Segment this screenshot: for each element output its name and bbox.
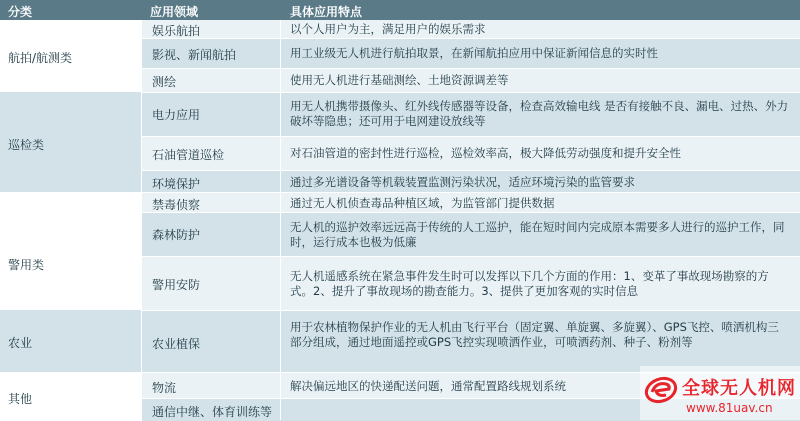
field-cell: 物流 <box>152 381 177 395</box>
header-field: 应用领域 <box>150 5 199 19</box>
field-cell: 影视、新闻航拍 <box>152 48 237 62</box>
e-swoosh-logo-icon <box>644 372 678 406</box>
field-cell: 电力应用 <box>152 108 201 122</box>
field-cell: 娱乐航拍 <box>152 24 201 38</box>
watermark-title: 全球无人机网 <box>682 378 796 399</box>
category-label: 其他 <box>8 392 33 406</box>
category-label: 航拍/航测类 <box>8 51 73 65</box>
field-cell: 通信中继、体育训练等 <box>152 405 273 419</box>
table-row <box>142 136 800 171</box>
features-cell: 用于农林植物保护作业的无人机由飞行平台（固定翼、单旋翼、多旋翼）、GPS飞控、喷洒机构三部分组成，通过地面遥控或GPS飞控实现喷洒作业，可喷洒药剂、种子、粉剂等 <box>290 320 779 349</box>
table-row <box>142 212 800 257</box>
features-cell: 用工业级无人机进行航拍取景，在新闻航拍应用中保证新闻信息的实时性 <box>290 46 658 60</box>
features-cell: 使用无人机进行基础测绘、土地资源调差等 <box>290 73 509 87</box>
table-row <box>142 20 800 38</box>
column-divider <box>280 20 281 420</box>
table-row <box>142 192 800 213</box>
table-row <box>142 92 800 137</box>
watermark <box>640 366 800 420</box>
table-row <box>142 256 800 311</box>
column-divider <box>141 20 142 420</box>
features-cell: 无人机遥感系统在紧急事件发生时可以发挥以下几个方面的作用：1、变革了事故现场勘察的方式。2、提升了事故现场的勘查能力。3、提供了更加客观的实时信息 <box>290 269 769 298</box>
field-cell: 测绘 <box>152 75 177 89</box>
table-row <box>142 170 800 193</box>
category-label: 巡检类 <box>8 138 45 152</box>
features-cell: 对石油管道的密封性进行巡检，巡检效率高，极大降低劳动强度和提升安全性 <box>290 146 681 160</box>
table-row <box>142 38 800 69</box>
field-cell: 石油管道巡检 <box>152 148 225 162</box>
table-row <box>142 68 800 92</box>
field-cell: 警用安防 <box>152 278 201 292</box>
field-cell: 禁毒侦察 <box>152 198 201 212</box>
features-cell: 通过多光谱设备等机载装置监测污染状况，适应环境污染的监管要求 <box>290 175 635 189</box>
features-cell: 无人机的巡护效率远远高于传统的人工巡护，能在短时间内完成原本需要多人进行的巡护工作，同时，运行成本也极为低廉 <box>290 220 785 249</box>
field-cell: 环境保护 <box>152 177 201 191</box>
features-cell: 通过无人机侦查毒品种植区域，为监管部门提供数据 <box>290 196 555 210</box>
header-category: 分类 <box>8 5 33 19</box>
field-cell: 农业植保 <box>152 337 201 351</box>
table-row <box>142 310 800 373</box>
table-header <box>0 0 800 20</box>
category-label: 警用类 <box>8 258 45 272</box>
features-cell: 解决偏远地区的快递配送问题，通常配置路线规划系统 <box>290 379 566 393</box>
features-cell: 用无人机携带摄像头、红外线传感器等设备，检查高效输电线 是否有接触不良、漏电、过热、外力破坏等隐患；还可用于电网建设放线等 <box>290 99 789 128</box>
field-cell: 森林防护 <box>152 228 201 242</box>
category-label: 农业 <box>8 336 33 350</box>
watermark-url: www.81uav.cn <box>686 401 773 415</box>
features-cell: 以个人用户为主，满足用户的娱乐需求 <box>290 22 486 36</box>
header-features: 具体应用特点 <box>290 5 363 19</box>
